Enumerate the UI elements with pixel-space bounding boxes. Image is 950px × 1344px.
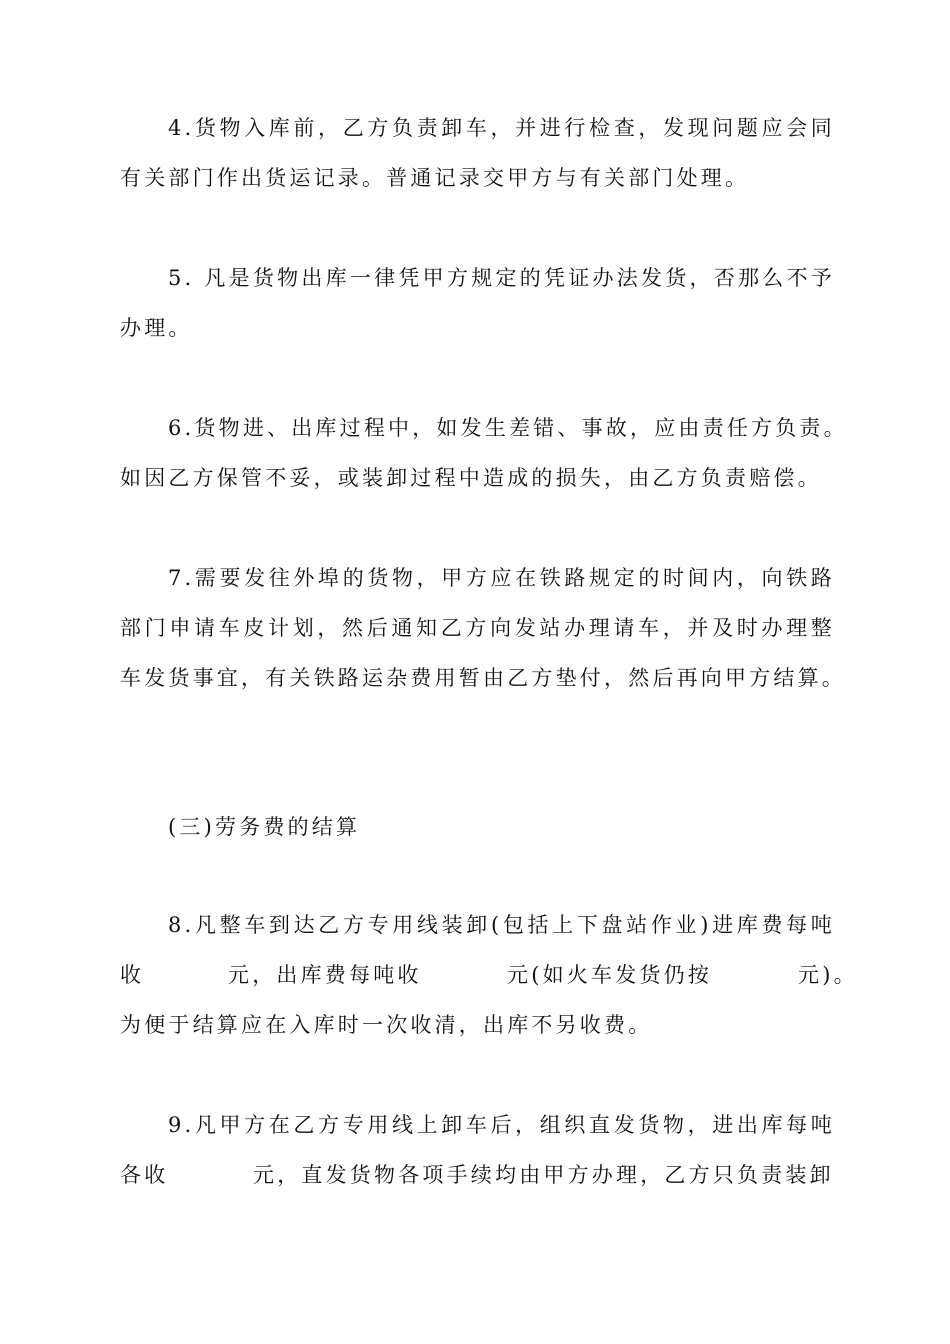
fee-label-out: 元，出库费每吨收	[228, 963, 422, 987]
paragraph-5-line-1: 5. 凡是货物出库一律凭甲方规定的凭证办法发货，否那么不予	[168, 266, 835, 290]
paragraph-8-line-3: 为便于结算应在入库时一次收清，出库不另收费。	[120, 1013, 653, 1037]
paragraph-9-line-1: 9.凡甲方在乙方专用线上卸车后，组织直发货物，进出库每吨	[168, 1113, 835, 1137]
paragraph-6-line-1: 6.货物进、出库过程中，如发生差错、事故，应由责任方负责。	[168, 416, 848, 440]
paragraph-8-line-2	[120, 960, 858, 990]
paragraph-4-line-1: 4.货物入库前，乙方负责卸车，并进行检查，发现问题应会同	[168, 116, 835, 140]
paragraph-5-line-2: 办理。	[120, 316, 193, 340]
fee-label-each: 各收	[120, 1163, 169, 1187]
paragraph-8-line-1: 8.凡整车到达乙方专用线装卸(包括上下盘站作业)进库费每吨	[168, 913, 835, 937]
section-heading: (三)劳务费的结算	[168, 815, 361, 839]
paragraph-9-line-2	[120, 1160, 835, 1190]
paragraph-9-line-2-rest: 元，直发货物各项手续均由甲方办理，乙方只负责装卸	[253, 1163, 834, 1187]
paragraph-7-line-2: 部门申请车皮计划，然后通知乙方向发站办理请车，并及时办理整	[120, 616, 835, 640]
fee-label-train: 元(如火车发货仍按	[507, 963, 712, 987]
fee-label-in: 收	[120, 963, 145, 987]
paragraph-4-line-2: 有关部门作出货运记录。普通记录交甲方与有关部门处理。	[120, 166, 750, 190]
paragraph-7-line-1: 7.需要发往外埠的货物，甲方应在铁路规定的时间内，向铁路	[168, 566, 835, 590]
paragraph-7-line-3: 车发货事宜，有关铁路运杂费用暂由乙方垫付，然后再向甲方结算。	[120, 666, 846, 690]
paragraph-6-line-2: 如因乙方保管不妥，或装卸过程中造成的损失，由乙方负责赔偿。	[120, 466, 822, 490]
fee-label-end: 元)。	[798, 963, 858, 987]
